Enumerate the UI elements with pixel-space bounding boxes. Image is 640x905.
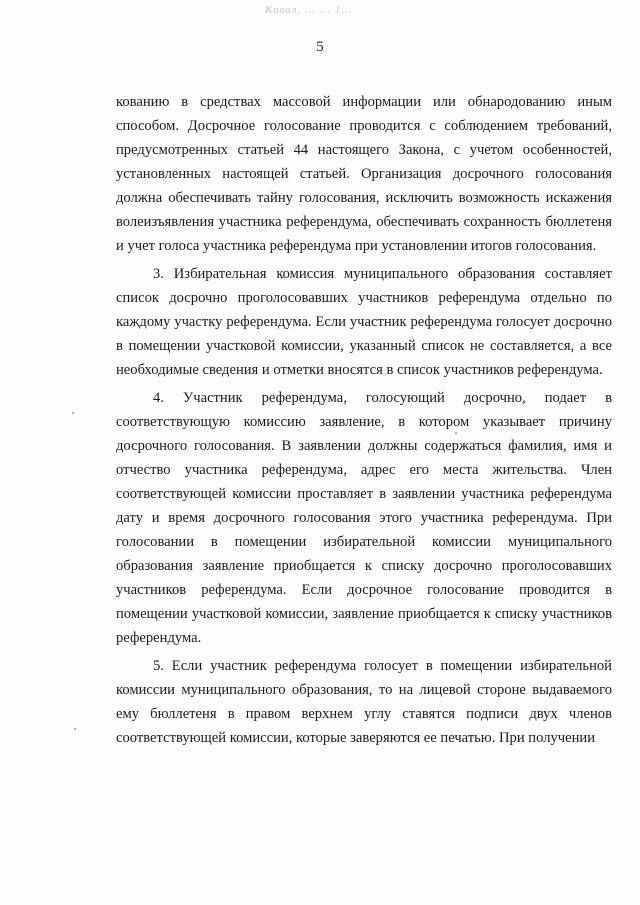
- scan-speck: [72, 412, 74, 414]
- paragraph-item-5: 5. Если участник референдума голосует в помещении избирательной комиссии муниципального образования, то на лицевой стороне выдаваемого ему бюллетеня в правом верхнем углу ставятся подписи двух членов соответствующей комиссии, которые заверяются ее печатью. При получении: [116, 658, 612, 746]
- paragraph-item-3: 3. Избирательная комиссия муниципального образования составляет список досрочно проголосовавших участников референдума отдельно по каждому участку референдума. Если участник референдума голосует досрочно в помещении участковой комиссии, указанный список не составляется, а все необходимые сведения и отметки вносятся в список участников референдума.: [116, 266, 612, 378]
- scan-speck: [74, 728, 76, 730]
- faint-header-text: Ковал, ... ... 1...: [265, 4, 353, 16]
- page-number: 5: [316, 39, 324, 55]
- scan-speck: [455, 432, 457, 434]
- document-body: [116, 90, 612, 754]
- paragraph-item-4: 4. Участник референдума, голосующий досрочно, подает в соответствующую комиссию заявление, в котором указывает причину досрочного голосования. В заявлении должны содержаться фамилия, имя и отчество участника референдума, адрес его места жительства. Член соответствующей комиссии проставляет в заявлении участника референдума дату и время досрочного голосования этого участника референдума. При голосовании в помещении избирательной комиссии муниципального образования заявление приобщается к списку досрочно проголосовавших участников референдума. Если досрочное голосование проводится в помещении участковой комиссии, заявление приобщается к списку участников референдума.: [116, 390, 612, 646]
- paragraph-continuation: кованию в средствах массовой информации или обнародованию иным способом. Досрочное голосование проводится с соблюдением требований, предусмотренных статьей 44 настоящего Закона, с учетом особенностей, установленных настоящей статьей. Организация досрочного голосования должна обеспечивать тайну голосования, исключить возможность искажения волеизъявления участника референдума, обеспечивать сохранность бюллетеня и учет голоса участника референдума при установлении итогов голосования.: [116, 94, 612, 254]
